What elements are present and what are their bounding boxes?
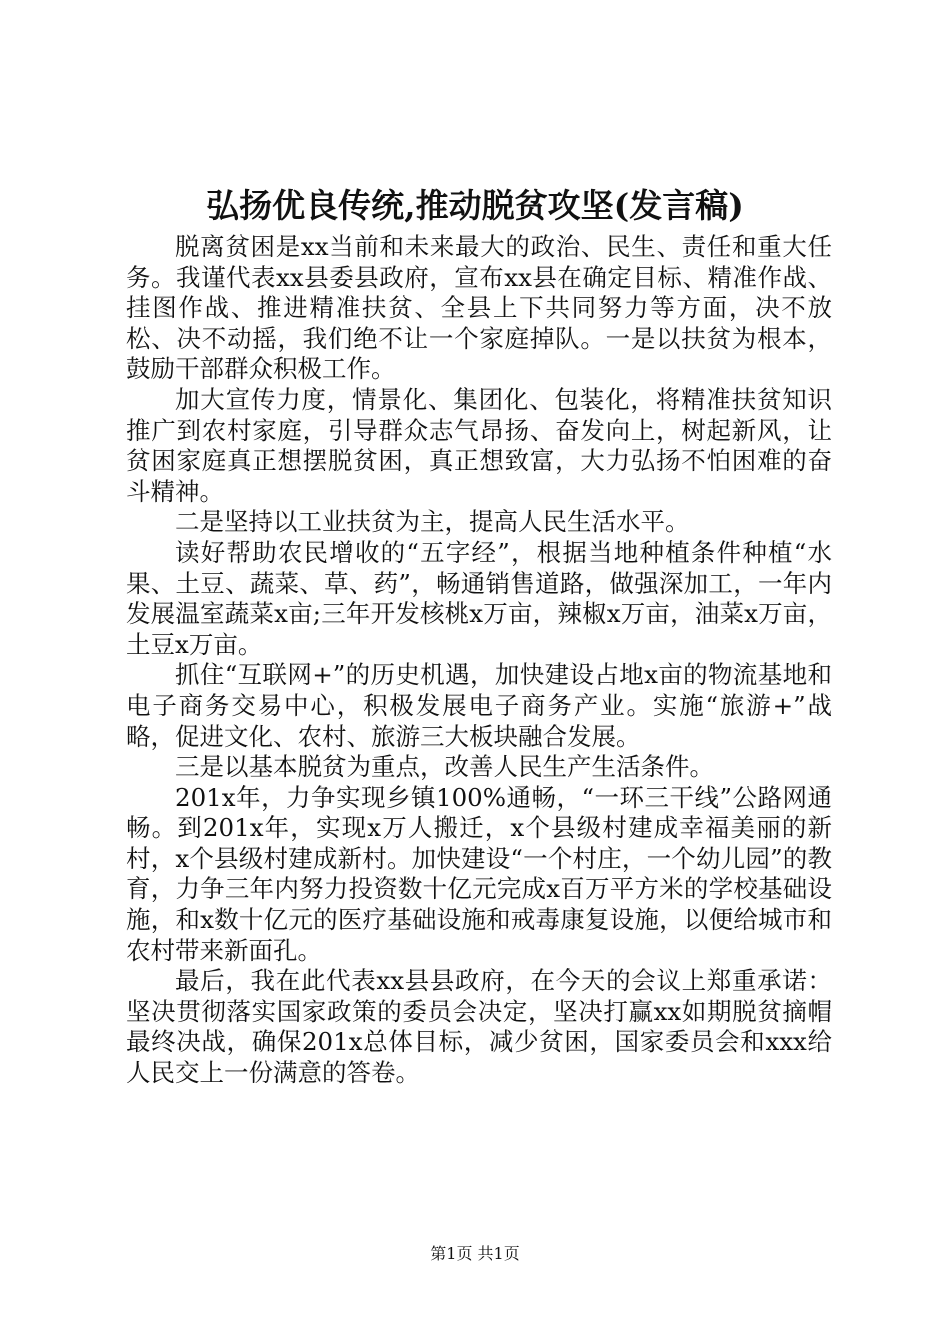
paragraph: 二是坚持以工业扶贫为主，提高人民生活水平。 (175, 507, 690, 537)
document-body (126, 232, 832, 1089)
paragraph: 读好帮助农民增收的“五字经”，根据当地种植条件种植“水果、土豆、蔬菜、草、药”，畅通销售道路，做强深加工，一年内发展温室蔬菜x亩;三年开发核桃x万亩，辣椒x万亩，油菜x万亩，土豆x万亩。 (126, 537, 832, 659)
page-number-footer: 第1页 共1页 (430, 1244, 520, 1263)
paragraph: 加大宣传力度，情景化、集团化、包装化，将精准扶贫知识推广到农村家庭，引导群众志气昂扬、奋发向上，树起新风，让贫困家庭真正想摆脱贫困，真正想致富，大力弘扬不怕困难的奋斗精神。 (126, 384, 832, 506)
paragraph: 最后，我在此代表xx县县政府，在今天的会议上郑重承诺：坚决贯彻落实国家政策的委员会决定，坚决打赢xx如期脱贫摘帽最终决战，确保201x总体目标，减少贫困，国家委员会和xxx给人民交上一份满意的答卷。 (126, 966, 832, 1088)
paragraph: 201x年，力争实现乡镇100%通畅，“一环三干线”公路网通畅。到201x年，实现x万人搬迁，x个县级村建成幸福美丽的新村，x个县级村建成新村。加快建设“一个村庄，一个幼儿园”的教育，力争三年内努力投资数十亿元完成x百万平方米的学校基础设施，和x数十亿元的医疗基础设施和戒毒康复设施，以便给城市和农村带来新面孔。 (126, 782, 832, 965)
document-title: 弘扬优良传统,推动脱贫攻坚(发言稿) (206, 186, 744, 225)
paragraph: 脱离贫困是xx当前和未来最大的政治、民生、责任和重大任务。我谨代表xx县委县政府，宣布xx县在确定目标、精准作战、挂图作战、推进精准扶贫、全县上下共同努力等方面，决不放松、决不动摇，我们绝不让一个家庭掉队。一是以扶贫为根本，鼓励干部群众积极工作。 (126, 232, 832, 384)
paragraph: 三是以基本脱贫为重点，改善人民生产生活条件。 (175, 752, 714, 782)
paragraph: 抓住“互联网+”的历史机遇，加快建设占地x亩的物流基地和电子商务交易中心，积极发展电子商务产业。实施“旅游+”战略，促进文化、农村、旅游三大板块融合发展。 (126, 660, 832, 751)
